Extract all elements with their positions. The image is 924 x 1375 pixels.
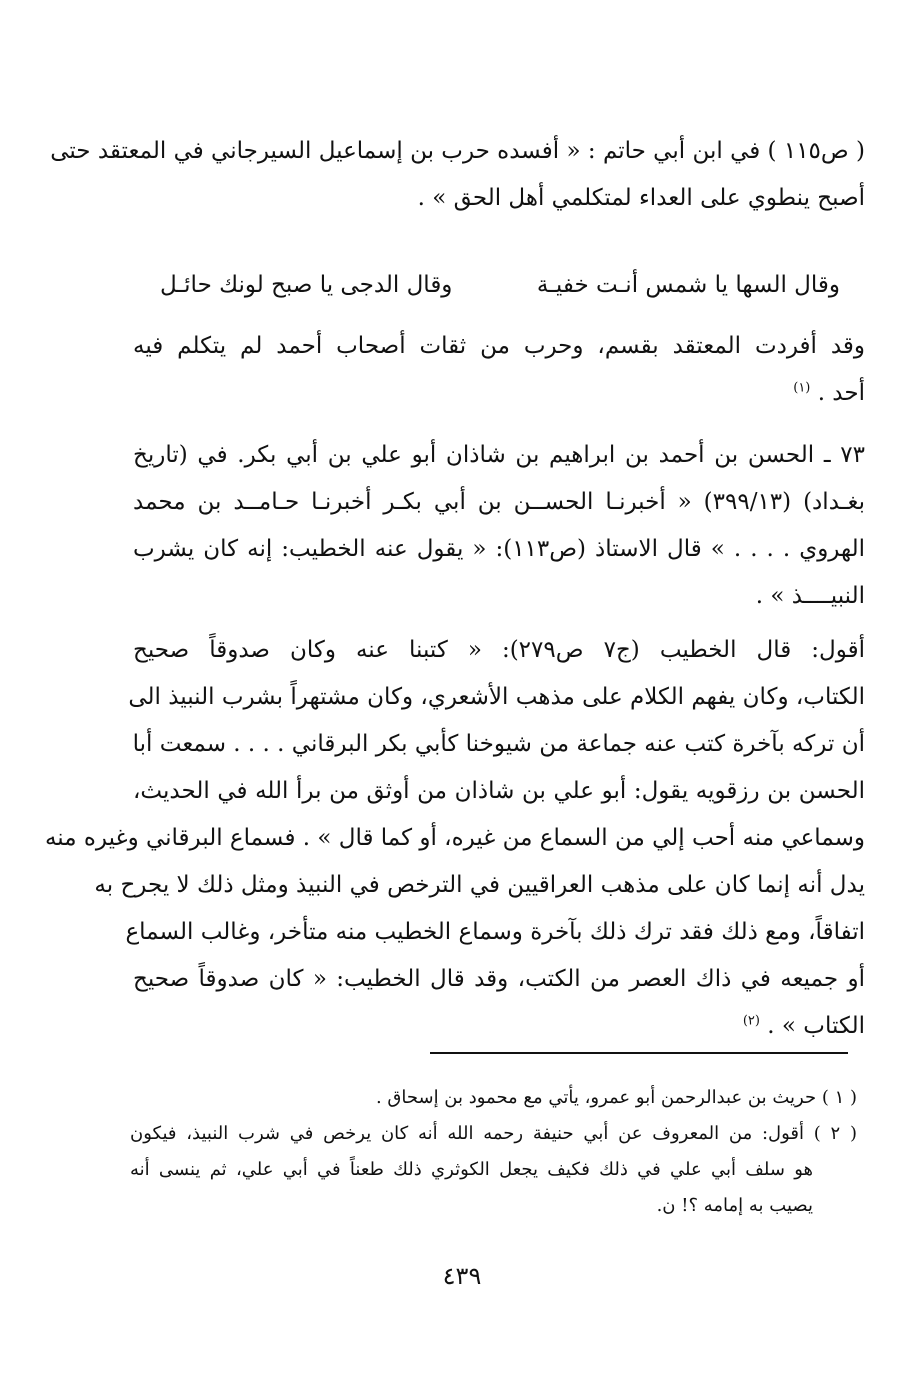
- entry-73-paragraph: [133, 432, 865, 620]
- text-line: ٧٣ ـ الحسن بن أحمد بن ابراهيم بن شاذان أبو علي بن أبي بكر. في (تاريخ: [133, 442, 865, 468]
- text-line: بغـداد) (٣٩٩/١٣) « أخبرنـا الحســن بن أبي بكـر أخبرنـا حـامــد بن محمد: [133, 489, 865, 515]
- text-line-content: الكتاب » .: [767, 1013, 865, 1039]
- text-line: الحسن بن رزقويه يقول: أبو علي بن شاذان من أوثق من برأ الله في الحديث،: [133, 778, 865, 804]
- text-line: النبيــــذ » .: [755, 583, 865, 609]
- poem-verse: [160, 262, 840, 309]
- poem-second-hemistich: وقال الدجى يا صبح لونك حائـل: [160, 272, 453, 298]
- text-line-content: أحد .: [817, 380, 865, 406]
- text-line: الهروي . . . . » قال الاستاذ (ص١١٣): « يقول عنه الخطيب: إنه كان يشرب: [133, 536, 865, 562]
- footnote-divider: [430, 1052, 848, 1054]
- footnote-line: ( ٢ ) أقول: من المعروف عن أبي حنيفة رحمه الله أنه كان يرخص في شرب النبيذ، فيكون: [130, 1123, 857, 1144]
- footnote-ref-2[interactable]: (٢): [742, 1013, 760, 1029]
- text-line: أن تركه بآخرة كتب عنه جماعة من شيوخنا كأبي بكر البرقاني . . . . سمعت أبا: [132, 731, 865, 757]
- text-line: أصبح ينطوي على العداء لمتكلمي أهل الحق » .: [417, 185, 865, 211]
- commentary-paragraph: [44, 627, 865, 1050]
- footnote-ref-1[interactable]: (١): [793, 380, 811, 396]
- text-line: أو جميعه في ذاك العصر من الكتب، وقد قال الخطيب: « كان صدوقاً صحيح: [133, 966, 865, 992]
- text-line: أقول: قال الخطيب (ج٧ ص٢٧٩): « كتبنا عنه وكان صدوقاً صحيح: [133, 637, 865, 663]
- text-line: يدل أنه إنما كان على مذهب العراقيين في الترخص في النبيذ ومثل ذلك لا يجرح به: [94, 872, 865, 898]
- footnote-2: [130, 1116, 857, 1224]
- text-line: وقد أفردت المعتقد بقسم، وحرب من ثقات أصحاب أحمد لم يتكلم فيه: [133, 333, 865, 359]
- footnote-line: هو سلف أبي علي في ذلك فكيف يجعل الكوثري ذلك طعناً في أبي علي، ثم ينسى أنه: [130, 1159, 813, 1180]
- page-number: ٤٣٩: [442, 1262, 482, 1290]
- footnote-line: ( ١ ) حريث بن عبدالرحمن أبو عمرو، يأتي مع محمود بن إسحاق .: [375, 1087, 857, 1108]
- intro-paragraph: [50, 128, 865, 222]
- poem-first-hemistich: وقال السها يا شمس أنـت خفيـة: [536, 272, 840, 298]
- footnotes: [130, 1080, 857, 1224]
- text-line: ( ص١١٥ ) في ابن أبي حاتم : « أفسده حرب بن إسماعيل السيرجاني في المعتقد حتى: [50, 138, 865, 164]
- text-line: [133, 1003, 865, 1050]
- footnote-1: [130, 1080, 857, 1116]
- note-paragraph: [133, 323, 865, 417]
- text-line: اتفاقاً، ومع ذلك فقد ترك ذلك بآخرة وسماع الخطيب منه متأخر، وغالب السماع: [125, 919, 865, 945]
- text-line: الكتاب، وكان يفهم الكلام على مذهب الأشعري، وكان مشتهراً بشرب النبيذ الى: [128, 684, 865, 710]
- text-line: وسماعي منه أحب إلي من السماع من غيره، أو كما قال » . فسماع البرقاني وغيره منه: [44, 825, 865, 851]
- text-line: [133, 370, 865, 417]
- footnote-line: يصيب به إمامه ؟! ن.: [656, 1195, 813, 1216]
